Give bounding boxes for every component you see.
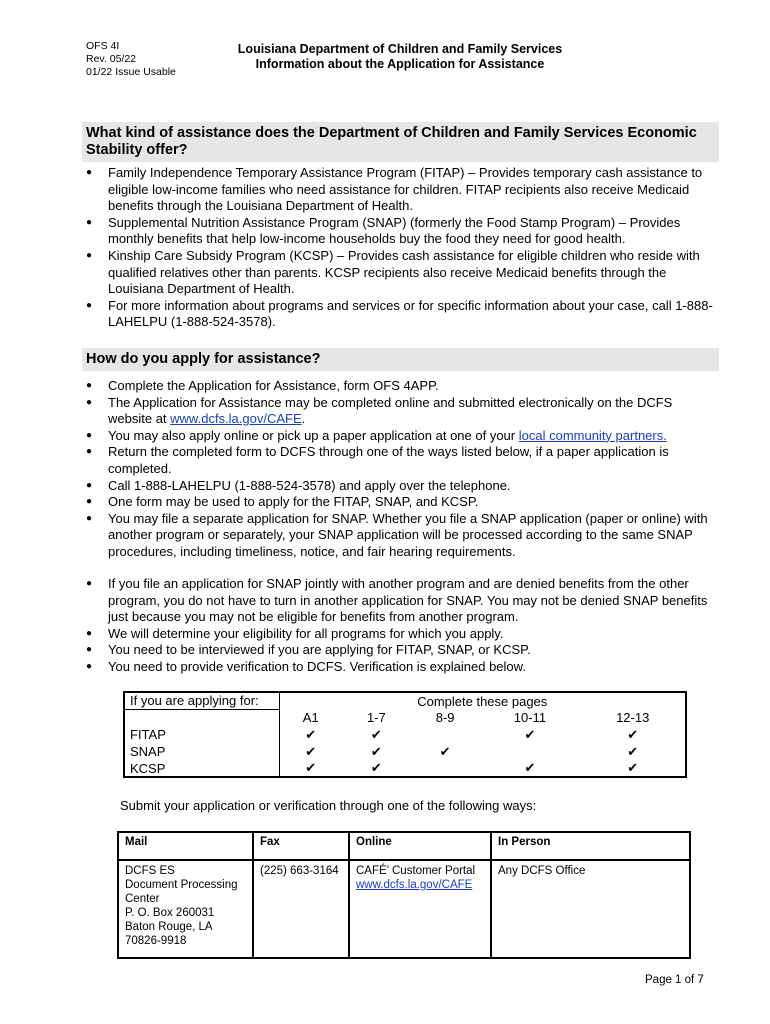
column-header: A1 <box>302 710 319 725</box>
list-item: ● Call 1-888-LAHELPU (1-888-524-3578) and apply over the telephone. <box>86 478 716 495</box>
form-number: OFS 4I <box>86 40 120 52</box>
program-cell: SNAP <box>124 743 279 760</box>
mail-header: Mail <box>118 832 253 860</box>
check-mark-cell: ✔ <box>524 726 536 742</box>
list-item: ● Complete the Application for Assistance, form OFS 4APP. <box>86 378 716 395</box>
address-line: DCFS ES <box>125 865 175 877</box>
fax-header: Fax <box>253 832 349 860</box>
in-person-cell: Any DCFS Office <box>491 860 690 958</box>
check-mark-cell: ✔ <box>305 760 317 775</box>
check-cell <box>411 726 480 743</box>
check-mark-cell: ✔ <box>370 760 382 775</box>
apply-list-continued <box>86 576 716 676</box>
table-row <box>124 760 686 777</box>
check-mark-cell: ✔ <box>370 743 382 759</box>
list-item-text: The Application for Assistance may be completed online and submitted electronically on the DCFS website at <box>108 394 673 427</box>
blank-cell <box>124 709 279 726</box>
check-mark-cell: ✔ <box>627 726 639 742</box>
form-revision: Rev. 05/22 <box>86 53 137 65</box>
portal-name: CAFÉ’ Customer Portal <box>356 865 476 877</box>
list-item <box>86 395 716 428</box>
table-row <box>124 726 686 743</box>
form-issue: 01/22 Issue Usable <box>86 66 176 78</box>
section-heading-how-to-apply: How do you apply for assistance? <box>82 348 719 371</box>
check-mark-cell: ✔ <box>305 743 317 759</box>
program-cell: KCSP <box>124 760 279 777</box>
department-name: Louisiana Department of Children and Family Services <box>237 42 563 56</box>
form-meta <box>86 40 176 79</box>
list-item: ● Return the completed form to DCFS through one of the ways listed below, if a paper application is completed. <box>86 444 716 477</box>
in-person-header: In Person <box>491 832 690 860</box>
page-number: Page 1 of 7 <box>645 974 704 986</box>
check-mark-cell: ✔ <box>524 760 536 775</box>
list-item <box>86 428 716 445</box>
list-item: ● You may file a separate application for SNAP. Whether you file a SNAP application (paper or online) with another program or separately, your SNAP application will be processed according to the same SNAP procedures, including timeliness, notice, and fair hearing requirements. <box>86 511 716 561</box>
right-header-cell: Complete these pages <box>417 693 548 709</box>
check-mark-cell: ✔ <box>370 726 382 742</box>
online-cell <box>349 860 491 958</box>
column-header: 8-9 <box>435 710 455 725</box>
list-item-end: . <box>301 411 306 427</box>
table-row <box>118 832 690 860</box>
table-row <box>118 860 690 958</box>
program-cell: FITAP <box>124 726 279 743</box>
online-header: Online <box>349 832 491 860</box>
check-mark-cell: ✔ <box>627 743 639 759</box>
list-item: ● Family Independence Temporary Assistance Program (FITAP) – Provides temporary cash assistance to eligible low-income families who need assistance for children. FITAP recipients also receive Medicaid benefits through the Louisiana Department of Health. <box>86 165 716 215</box>
portal-link[interactable]: www.dcfs.la.gov/CAFE <box>356 879 473 891</box>
check-mark-cell: ✔ <box>439 743 451 759</box>
table-row <box>124 743 686 760</box>
list-item: ● You need to be interviewed if you are applying for FITAP, SNAP, or KCSP. <box>86 642 716 659</box>
list-item: ● For more information about programs and services or for specific information about your case, call 1-888-LAHELPU (1-888-524-3578). <box>86 298 716 331</box>
community-partners-link[interactable]: local community partners. <box>518 427 667 443</box>
document-header <box>170 42 630 72</box>
address-line: Document Processing <box>125 879 238 891</box>
list-item: ● We will determine your eligibility for all programs for which you apply. <box>86 626 716 643</box>
left-header-cell: If you are applying for: <box>124 692 279 709</box>
address-line: Baton Rouge, LA <box>125 921 213 933</box>
list-item: ● You need to provide verification to DCFS. Verification is explained below. <box>86 659 716 676</box>
submit-instructions: Submit your application or verification through one of the following ways: <box>120 798 537 813</box>
submission-methods-table <box>117 831 691 959</box>
list-item: ● Kinship Care Subsidy Program (KCSP) – Provides cash assistance for eligible children who reside with qualified relatives other than parents. KCSP recipients also receive Medicaid benefits through the Louisiana Department of Health. <box>86 248 716 298</box>
list-item: ● Supplemental Nutrition Assistance Program (SNAP) (formerly the Food Stamp Program) – Provides monthly benefits that help low-income households buy the food they need for good health. <box>86 215 716 248</box>
check-cell <box>411 760 480 777</box>
table-row <box>124 709 686 726</box>
column-header: 10-11 <box>513 710 547 725</box>
list-item: ● One form may be used to apply for the FITAP, SNAP, and KCSP. <box>86 494 716 511</box>
check-mark-cell: ✔ <box>627 760 639 775</box>
list-item: ● If you file an application for SNAP jointly with another program and are denied benefits from the other program, you do not have to turn in another application for SNAP. You may not be denied SNAP benefits just because you may not be eligible for benefits from another program. <box>86 576 716 626</box>
check-cell <box>479 743 580 760</box>
table-row <box>124 692 686 709</box>
cafe-link[interactable]: www.dcfs.la.gov/CAFE <box>170 411 302 427</box>
address-line: P. O. Box 260031 <box>125 907 215 919</box>
column-header: 12-13 <box>616 710 650 725</box>
check-mark-cell: ✔ <box>305 726 317 742</box>
eligibility-table <box>123 691 687 778</box>
section-heading-assistance-types: What kind of assistance does the Department of Children and Family Services Economic Stability offer? <box>82 122 719 162</box>
fax-number-cell: (225) 663-3164 <box>253 860 349 958</box>
address-line: Center <box>125 893 160 905</box>
document-title: Information about the Application for Assistance <box>255 57 545 71</box>
mail-address-cell <box>118 860 253 958</box>
apply-list <box>86 378 716 561</box>
assistance-list <box>86 165 716 331</box>
column-header: 1-7 <box>366 710 386 725</box>
address-line: 70826-9918 <box>125 935 187 947</box>
list-item-text: You may also apply online or pick up a paper application at one of your <box>108 427 519 443</box>
